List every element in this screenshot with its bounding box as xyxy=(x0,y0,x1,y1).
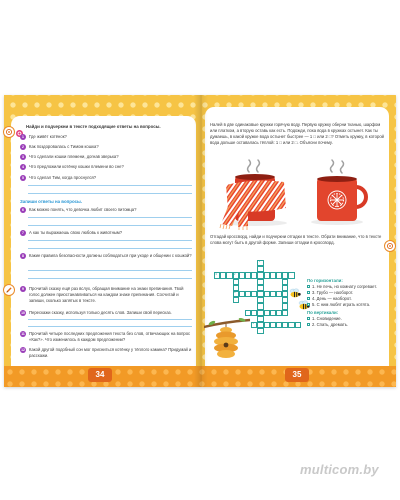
question-number: 3 xyxy=(20,154,26,160)
section-subtitle: Запиши ответы на вопросы. xyxy=(20,199,82,204)
task-number: 11 xyxy=(21,332,25,336)
bookmark-icon xyxy=(384,240,396,252)
question-number: 6 xyxy=(20,207,26,213)
clue-text: 4. День — наоборот. xyxy=(312,296,352,301)
question-number: 5 xyxy=(20,175,26,181)
answer-line xyxy=(28,193,192,194)
task-text: Прочитай четыре последних предложения текста без слов, отвечающих на вопрос «Как?». Что изменилось в каждом предложении? xyxy=(29,331,191,342)
question-text: А как ты выражаешь свою любовь к животным? xyxy=(29,230,123,235)
crossword-cell xyxy=(233,297,239,303)
clue-marker xyxy=(307,291,310,294)
crossword-cell xyxy=(282,310,288,316)
crossword-instruction: Отгадай кроссворд, найди и подчеркни отгадки в тексте. Обрати внимание, что в тексте слова могут быть в другой форме. Запиши отгадки в кроссворд. xyxy=(210,234,382,245)
experiment-text: Налей в две одинаковые кружки горячую воду. Первую кружку оберни тканью, шарфом или платком, а вторую оставь как есть. Подожди, пока вода в кружках остынет. Как ты думаешь, в какой кружке вода остынет быстрее — 1 □ или 2 □? Отметь кружку, в которой вода дольше оставалась тёплой: 1 □ или 2 □. Объясни почему. xyxy=(210,122,385,145)
answer-line xyxy=(28,248,192,249)
answer-line xyxy=(28,240,192,241)
crossword-cell xyxy=(226,272,232,278)
answer-line xyxy=(28,319,192,320)
pencil-icon xyxy=(3,284,15,296)
crossword-cell xyxy=(288,272,294,278)
section-marker-icon xyxy=(16,124,23,131)
wrapped-cup xyxy=(220,160,287,230)
section-title: Найди и подчеркни в тексте подходящие ответы на вопросы. xyxy=(26,124,161,129)
task-text: Прочитай сказку ещё раз вслух, обращая внимание на знаки препинания. Твой голос должен приостанавливаться на каждом знаке препинания. Сосчитай и запиши, сколько запятых в тексте. xyxy=(29,286,184,303)
crossword-cell xyxy=(251,272,257,278)
question-text: Что сделал Тим, когда проснулся? xyxy=(29,175,97,180)
answer-line xyxy=(28,225,192,226)
question-text: Как можно понять, что девочка любит своего питомца? xyxy=(29,207,137,212)
question-text: Где живёт котёнок? xyxy=(29,134,67,139)
crossword-cell xyxy=(251,291,257,297)
answer-line xyxy=(28,185,192,186)
clue-marker xyxy=(307,323,310,326)
clue-text: 2. Спать, дремать. xyxy=(312,322,349,327)
clue-marker xyxy=(307,297,310,300)
question-text: Какие правила безопасности должны соблюдаться при уходе и общении с кошкой? xyxy=(29,253,192,258)
clues-across-title: По горизонтали: xyxy=(307,278,343,283)
plain-cup xyxy=(311,160,366,225)
clue-down xyxy=(307,322,389,328)
question-number: 2 xyxy=(20,144,26,150)
question-text: Что сделали кошки племени, догнав зверька? xyxy=(29,154,119,159)
question-number: 7 xyxy=(20,230,26,236)
clues-down-title: По вертикали: xyxy=(307,310,339,315)
crossword-cell xyxy=(295,322,301,328)
clue-marker xyxy=(307,285,310,288)
book-spine-shadow xyxy=(194,95,208,387)
bookmark-icon xyxy=(3,126,15,138)
question-number: 1 xyxy=(20,134,26,140)
clue-across xyxy=(307,302,389,308)
task-number: 10 xyxy=(21,311,25,315)
clue-text: 3. Грубо — наоборот. xyxy=(312,290,354,295)
crossword-cell xyxy=(251,322,257,328)
clue-text: 5. С ним любят играть котята. xyxy=(312,302,371,307)
crossword-cell xyxy=(276,272,282,278)
page-number: 35 xyxy=(285,368,309,382)
answer-line xyxy=(28,278,192,279)
answer-line xyxy=(28,326,192,327)
question-number: 8 xyxy=(20,253,26,259)
beehive-illustration xyxy=(204,318,250,360)
crossword-cell-number: 5 xyxy=(252,322,255,326)
crossword-cell xyxy=(251,310,257,316)
task-text: Какой другой подобный сон мог присниться котёнку у тёплого камина? Придумай и расскажи. xyxy=(29,347,192,358)
clue-marker xyxy=(307,317,310,320)
question-text: Как поздоровалась с Тимом кошка? xyxy=(29,144,99,149)
clue-text: 1. Не печь, но комнату согревает. xyxy=(312,284,377,289)
crossword-clues xyxy=(307,278,389,328)
task-number: 12 xyxy=(21,348,25,352)
snowflake-icon xyxy=(328,191,346,209)
clue-text: 1. Сновидение. xyxy=(312,316,342,321)
bee-illustration xyxy=(289,288,301,298)
page-number: 34 xyxy=(88,368,112,382)
crossword-cell xyxy=(257,328,263,334)
task-text: Перескажи сказку, используя только десять слов. Запиши свой пересказ. xyxy=(29,310,172,315)
crossword-cell-number: 3 xyxy=(215,272,217,276)
watermark: multicom.by xyxy=(300,462,379,477)
clue-marker xyxy=(307,303,310,306)
answer-line xyxy=(28,217,192,218)
crossword-cell-number: 4 xyxy=(233,291,236,295)
question-number: 4 xyxy=(20,164,26,170)
cups-illustration xyxy=(215,158,375,230)
crossword-cell-number: 1 xyxy=(258,260,261,264)
task-number: 9 xyxy=(20,286,26,292)
crossword-cell xyxy=(276,291,282,297)
crossword-cell-number: 2 xyxy=(233,272,236,276)
answer-line xyxy=(28,270,192,271)
question-text: Что предложили котёнку кошки племени во сне? xyxy=(29,164,124,169)
